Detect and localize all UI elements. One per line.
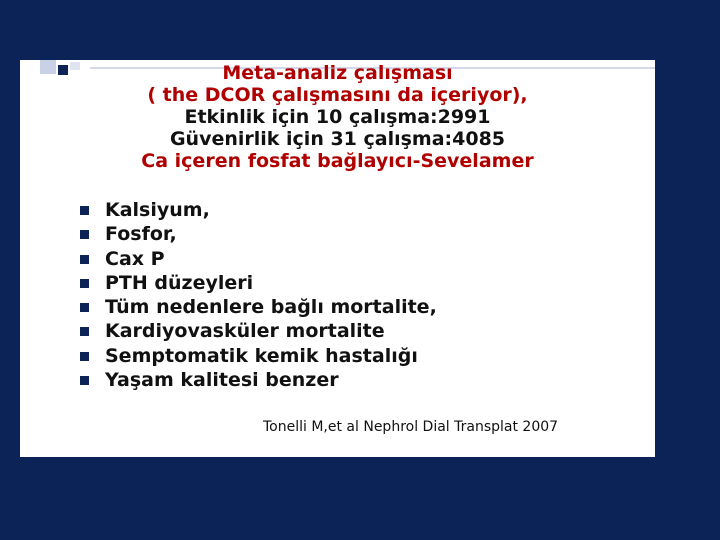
square-bullet-icon bbox=[80, 255, 89, 264]
heading-line-3: Etkinlik için 10 çalışma:2991 bbox=[184, 106, 491, 128]
square-bullet-icon bbox=[80, 230, 89, 239]
heading-block bbox=[20, 62, 655, 172]
list-item bbox=[80, 368, 437, 392]
list-item bbox=[80, 271, 437, 295]
square-bullet-icon bbox=[80, 303, 89, 312]
list-item bbox=[80, 344, 437, 368]
square-bullet-icon bbox=[80, 327, 89, 336]
list-item-text: Fosfor, bbox=[105, 223, 177, 246]
list-item-text: Tüm nedenlere bağlı mortalite, bbox=[105, 296, 437, 319]
heading-line-5: Ca içeren fosfat bağlayıcı-Sevelamer bbox=[141, 150, 534, 172]
heading-line-2: ( the DCOR çalışmasını da içeriyor), bbox=[147, 84, 528, 106]
list-item bbox=[80, 222, 437, 246]
citation: Tonelli M,et al Nephrol Dial Transplat 2007 bbox=[263, 419, 559, 435]
square-bullet-icon bbox=[80, 352, 89, 361]
heading-line-4: Güvenirlik için 31 çalışma:4085 bbox=[169, 128, 506, 150]
list-item bbox=[80, 319, 437, 343]
square-bullet-icon bbox=[80, 279, 89, 288]
list-item-text: Kardiyovasküler mortalite bbox=[105, 320, 385, 343]
list-item bbox=[80, 295, 437, 319]
list-item-text: Cax P bbox=[105, 247, 165, 270]
square-bullet-icon bbox=[80, 206, 89, 215]
list-item-text: PTH düzeyleri bbox=[105, 271, 254, 294]
list-item-text: Kalsiyum, bbox=[105, 199, 210, 221]
heading-line-1: Meta-analiz çalışması bbox=[222, 62, 453, 84]
bullet-list bbox=[80, 198, 437, 392]
list-item bbox=[80, 198, 437, 222]
slide bbox=[20, 60, 655, 457]
square-bullet-icon bbox=[80, 376, 89, 385]
list-item-text: Semptomatik kemik hastalığı bbox=[105, 344, 418, 367]
list-item-text: Yaşam kalitesi benzer bbox=[105, 369, 339, 392]
list-item bbox=[80, 247, 437, 271]
